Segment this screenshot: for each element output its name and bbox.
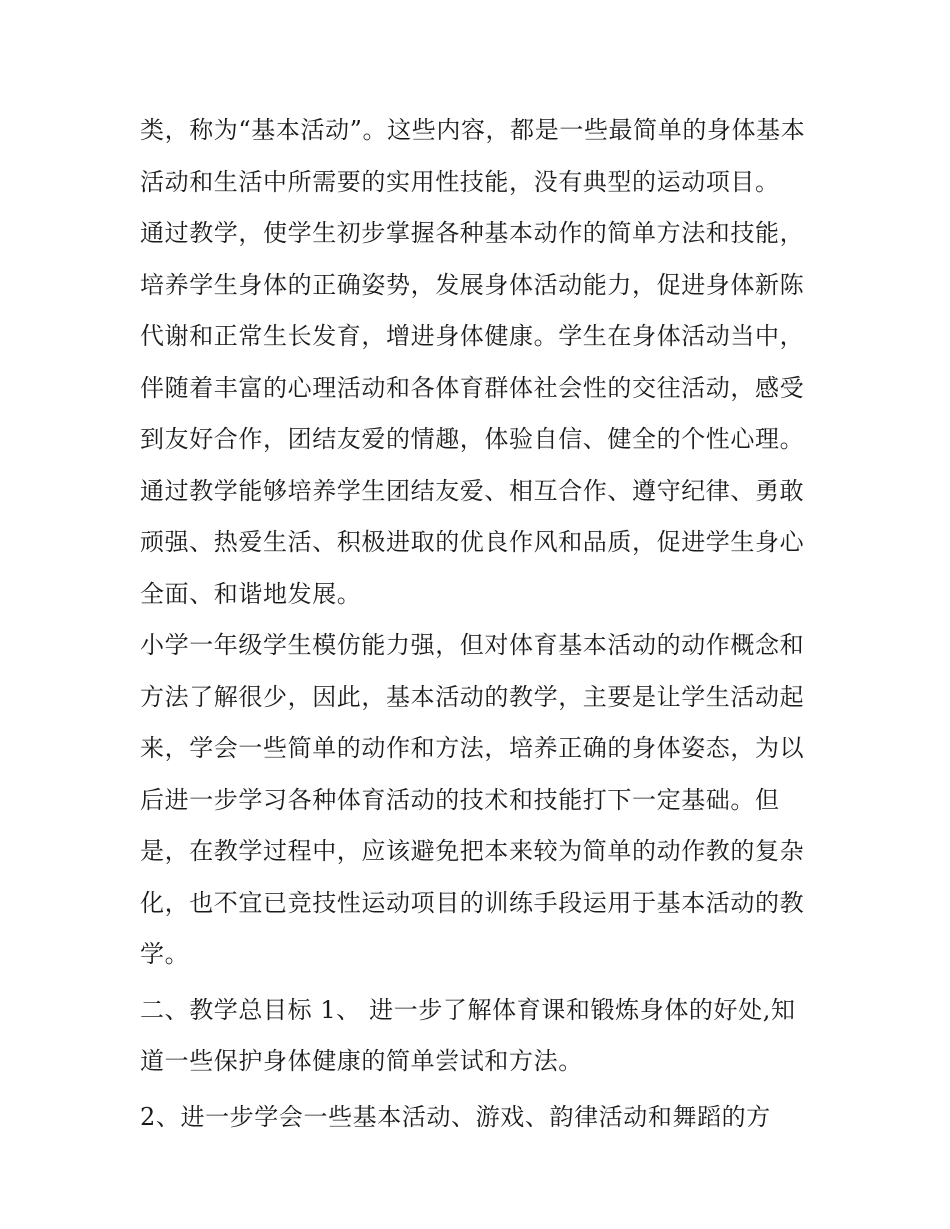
text-line: 代谢和正常生长发育，增进身体健康。学生在身体活动当中，	[140, 322, 805, 350]
text-line: 后进一步学习各种体育活动的技术和技能打下一定基础。但	[140, 785, 780, 814]
text-line: 顽强、热爱生活、积极进取的优良作风和品质，促进学生身心	[140, 528, 805, 556]
text-line: 通过教学，使学生初步掌握各种基本动作的简单方法和技能，	[140, 219, 805, 247]
text-line: 小学一年级学生模仿能力强，但对体育基本活动的动作概念和	[140, 631, 805, 659]
text-line: 二、教学总目标 1、 进一步了解体育课和锻炼身体的好处,知	[140, 995, 796, 1024]
text-line: 方法了解很少，因此，基本活动的教学，主要是让学生活动起	[140, 682, 805, 711]
text-line: 伴随着丰富的心理活动和各体育群体社会性的交往活动，感受	[140, 373, 805, 402]
text-line: 化，也不宜已竞技性运动项目的训练手段运用于基本活动的教	[140, 888, 805, 917]
text-line: 是，在教学过程中，应该避免把本来较为简单的动作教的复杂	[140, 837, 805, 865]
text-line: 道一些保护身体健康的简单尝试和方法。	[140, 1047, 583, 1075]
text-line: 来，学会一些简单的动作和方法，培养正确的身体姿态，为以	[140, 734, 805, 762]
text-line: 学。	[140, 940, 190, 968]
text-line: 活动和生活中所需要的实用性技能，没有典型的运动项目。	[140, 167, 780, 196]
text-line: 培养学生身体的正确姿势，发展身体活动能力，促进身体新陈	[140, 270, 805, 299]
body-text	[140, 105, 820, 1143]
text-line: 到友好合作，团结友爱的情趣，体验自信、健全的个性心理。	[140, 425, 805, 453]
text-line: 类，称为“基本活动”。这些内容，都是一些最简单的身体基本	[140, 116, 806, 144]
text-line: 通过教学能够培养学生团结友爱、相互合作、遵守纪律、勇敢	[140, 476, 805, 505]
text-line: 2、进一步学会一些基本活动、游戏、韵律活动和舞蹈的方	[140, 1102, 771, 1131]
text-line: 全面、和谐地发展。	[140, 579, 362, 608]
